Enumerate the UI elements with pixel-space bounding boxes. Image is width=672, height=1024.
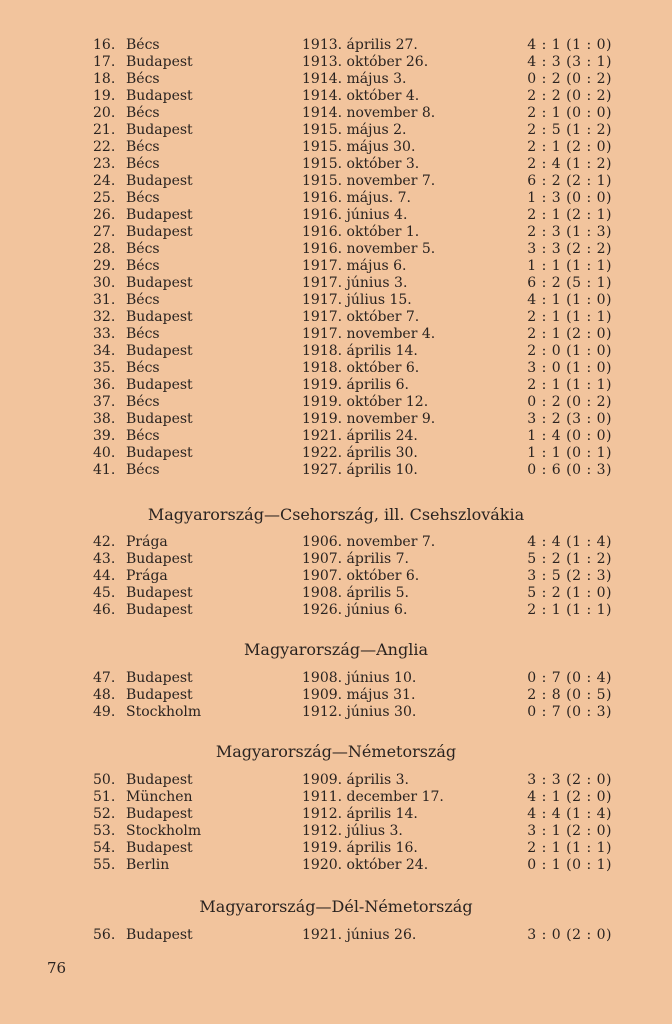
match-date: 1927. április 10. bbox=[302, 462, 418, 478]
match-city: Budapest bbox=[126, 343, 193, 359]
match-row bbox=[0, 343, 672, 360]
match-row bbox=[0, 772, 672, 789]
match-number: 45. bbox=[93, 585, 116, 601]
match-city: Budapest bbox=[126, 445, 193, 461]
match-date: 1919. november 9. bbox=[302, 411, 436, 427]
match-city: Budapest bbox=[126, 585, 193, 601]
match-number: 47. bbox=[93, 670, 116, 686]
match-date: 1926. június 6. bbox=[302, 602, 408, 618]
match-score: 3 : 1 (2 : 0) bbox=[527, 823, 612, 839]
match-city: Budapest bbox=[126, 411, 193, 427]
match-date: 1915. október 3. bbox=[302, 156, 420, 172]
match-city: Budapest bbox=[126, 602, 193, 618]
match-city: Bécs bbox=[126, 462, 160, 478]
match-date: 1908. április 5. bbox=[302, 585, 409, 601]
match-score: 0 : 2 (0 : 2) bbox=[527, 394, 612, 410]
match-city: Budapest bbox=[126, 840, 193, 856]
match-row bbox=[0, 806, 672, 823]
match-row bbox=[0, 602, 672, 619]
match-score: 2 : 1 (2 : 1) bbox=[527, 207, 612, 223]
match-city: Bécs bbox=[126, 105, 160, 121]
match-number: 22. bbox=[93, 139, 116, 155]
match-row bbox=[0, 173, 672, 190]
match-row bbox=[0, 275, 672, 292]
match-number: 23. bbox=[93, 156, 116, 172]
match-score: 3 : 2 (3 : 0) bbox=[527, 411, 612, 427]
match-row bbox=[0, 428, 672, 445]
match-date: 1916. május. 7. bbox=[302, 190, 411, 206]
match-row bbox=[0, 704, 672, 721]
match-city: Budapest bbox=[126, 806, 193, 822]
match-row bbox=[0, 377, 672, 394]
match-number: 19. bbox=[93, 88, 116, 104]
match-city: Budapest bbox=[126, 772, 193, 788]
match-row bbox=[0, 105, 672, 122]
section-heading: Magyarország—Dél-Németország bbox=[199, 897, 473, 916]
match-city: Budapest bbox=[126, 275, 193, 291]
match-score: 2 : 1 (2 : 0) bbox=[527, 139, 612, 155]
match-date: 1915. május 2. bbox=[302, 122, 407, 138]
match-score: 1 : 1 (1 : 1) bbox=[527, 258, 612, 274]
match-row bbox=[0, 190, 672, 207]
match-date: 1907. október 6. bbox=[302, 568, 420, 584]
match-date: 1916. június 4. bbox=[302, 207, 408, 223]
match-date: 1916. október 1. bbox=[302, 224, 420, 240]
match-date: 1922. április 30. bbox=[302, 445, 418, 461]
match-date: 1917. június 3. bbox=[302, 275, 408, 291]
match-date: 1917. november 4. bbox=[302, 326, 436, 342]
match-row bbox=[0, 411, 672, 428]
match-row bbox=[0, 224, 672, 241]
match-date: 1916. november 5. bbox=[302, 241, 436, 257]
match-score: 4 : 4 (1 : 4) bbox=[527, 534, 612, 550]
match-city: Budapest bbox=[126, 687, 193, 703]
match-date: 1921. április 24. bbox=[302, 428, 418, 444]
section-heading: Magyarország—Anglia bbox=[244, 640, 428, 659]
match-score: 4 : 3 (3 : 1) bbox=[527, 54, 612, 70]
match-number: 38. bbox=[93, 411, 116, 427]
match-date: 1913. október 26. bbox=[302, 54, 429, 70]
match-row bbox=[0, 37, 672, 54]
match-number: 32. bbox=[93, 309, 116, 325]
match-score: 3 : 0 (2 : 0) bbox=[527, 927, 612, 943]
match-city: Bécs bbox=[126, 37, 160, 53]
section-heading: Magyarország—Csehország, ill. Csehszlovákia bbox=[147, 505, 525, 524]
match-city: Bécs bbox=[126, 156, 160, 172]
match-number: 24. bbox=[93, 173, 116, 189]
match-number: 16. bbox=[93, 37, 116, 53]
match-score: 4 : 1 (2 : 0) bbox=[527, 789, 612, 805]
match-score: 3 : 3 (2 : 0) bbox=[527, 772, 612, 788]
match-city: Budapest bbox=[126, 551, 193, 567]
match-city: München bbox=[126, 789, 193, 805]
match-date: 1914. november 8. bbox=[302, 105, 436, 121]
match-number: 17. bbox=[93, 54, 116, 70]
match-date: 1919. október 12. bbox=[302, 394, 429, 410]
match-row bbox=[0, 534, 672, 551]
match-row bbox=[0, 585, 672, 602]
match-date: 1914. május 3. bbox=[302, 71, 407, 87]
match-city: Bécs bbox=[126, 394, 160, 410]
match-score: 2 : 5 (1 : 2) bbox=[527, 122, 612, 138]
match-row bbox=[0, 139, 672, 156]
match-date: 1912. június 30. bbox=[302, 704, 417, 720]
match-number: 34. bbox=[93, 343, 116, 359]
match-number: 30. bbox=[93, 275, 116, 291]
match-city: Prága bbox=[126, 534, 168, 550]
match-city: Bécs bbox=[126, 258, 160, 274]
match-number: 42. bbox=[93, 534, 116, 550]
match-row bbox=[0, 122, 672, 139]
match-score: 2 : 1 (1 : 1) bbox=[527, 840, 612, 856]
match-row bbox=[0, 789, 672, 806]
match-city: Stockholm bbox=[126, 823, 202, 839]
match-date: 1909. május 31. bbox=[302, 687, 416, 703]
match-row bbox=[0, 88, 672, 105]
match-number: 43. bbox=[93, 551, 116, 567]
match-row bbox=[0, 394, 672, 411]
match-score: 2 : 3 (1 : 3) bbox=[527, 224, 612, 240]
match-score: 1 : 3 (0 : 0) bbox=[527, 190, 612, 206]
match-number: 25. bbox=[93, 190, 116, 206]
match-number: 26. bbox=[93, 207, 116, 223]
match-city: Budapest bbox=[126, 309, 193, 325]
match-city: Bécs bbox=[126, 139, 160, 155]
match-number: 18. bbox=[93, 71, 116, 87]
match-row bbox=[0, 71, 672, 88]
match-city: Budapest bbox=[126, 927, 193, 943]
match-date: 1912. július 3. bbox=[302, 823, 403, 839]
match-score: 4 : 1 (1 : 0) bbox=[527, 292, 612, 308]
match-row bbox=[0, 551, 672, 568]
match-number: 55. bbox=[93, 857, 116, 873]
match-city: Budapest bbox=[126, 122, 193, 138]
match-row bbox=[0, 823, 672, 840]
match-score: 2 : 1 (1 : 1) bbox=[527, 309, 612, 325]
match-row bbox=[0, 927, 672, 944]
match-date: 1909. április 3. bbox=[302, 772, 409, 788]
match-city: Bécs bbox=[126, 326, 160, 342]
match-city: Bécs bbox=[126, 241, 160, 257]
match-number: 27. bbox=[93, 224, 116, 240]
match-city: Bécs bbox=[126, 292, 160, 308]
match-date: 1914. október 4. bbox=[302, 88, 420, 104]
match-score: 0 : 2 (0 : 2) bbox=[527, 71, 612, 87]
match-number: 49. bbox=[93, 704, 116, 720]
match-score: 2 : 8 (0 : 5) bbox=[527, 687, 612, 703]
match-row bbox=[0, 445, 672, 462]
match-row bbox=[0, 54, 672, 71]
match-city: Bécs bbox=[126, 71, 160, 87]
match-row bbox=[0, 207, 672, 224]
match-city: Budapest bbox=[126, 173, 193, 189]
match-date: 1921. június 26. bbox=[302, 927, 417, 943]
match-row bbox=[0, 462, 672, 479]
match-number: 52. bbox=[93, 806, 116, 822]
match-number: 50. bbox=[93, 772, 116, 788]
match-city: Budapest bbox=[126, 377, 193, 393]
match-number: 28. bbox=[93, 241, 116, 257]
match-city: Budapest bbox=[126, 224, 193, 240]
match-row bbox=[0, 241, 672, 258]
match-score: 2 : 1 (0 : 0) bbox=[527, 105, 612, 121]
match-score: 0 : 1 (0 : 1) bbox=[527, 857, 612, 873]
match-number: 35. bbox=[93, 360, 116, 376]
match-date: 1908. június 10. bbox=[302, 670, 417, 686]
match-date: 1913. április 27. bbox=[302, 37, 418, 53]
match-number: 48. bbox=[93, 687, 116, 703]
match-row bbox=[0, 670, 672, 687]
page-number: 76 bbox=[47, 959, 67, 977]
match-city: Bécs bbox=[126, 190, 160, 206]
match-city: Budapest bbox=[126, 88, 193, 104]
match-number: 39. bbox=[93, 428, 116, 444]
match-score: 4 : 4 (1 : 4) bbox=[527, 806, 612, 822]
match-score: 6 : 2 (5 : 1) bbox=[527, 275, 612, 291]
match-date: 1915. május 30. bbox=[302, 139, 416, 155]
match-score: 3 : 0 (1 : 0) bbox=[527, 360, 612, 376]
match-score: 1 : 1 (0 : 1) bbox=[527, 445, 612, 461]
match-score: 0 : 7 (0 : 3) bbox=[527, 704, 612, 720]
match-score: 6 : 2 (2 : 1) bbox=[527, 173, 612, 189]
match-row bbox=[0, 857, 672, 874]
match-date: 1918. április 14. bbox=[302, 343, 418, 359]
match-number: 46. bbox=[93, 602, 116, 618]
match-number: 53. bbox=[93, 823, 116, 839]
match-number: 20. bbox=[93, 105, 116, 121]
match-score: 3 : 5 (2 : 3) bbox=[527, 568, 612, 584]
match-city: Bécs bbox=[126, 360, 160, 376]
match-row bbox=[0, 156, 672, 173]
match-date: 1911. december 17. bbox=[302, 789, 444, 805]
match-number: 31. bbox=[93, 292, 116, 308]
match-score: 2 : 4 (1 : 2) bbox=[527, 156, 612, 172]
match-score: 5 : 2 (1 : 0) bbox=[527, 585, 612, 601]
match-row bbox=[0, 360, 672, 377]
match-number: 36. bbox=[93, 377, 116, 393]
match-score: 0 : 6 (0 : 3) bbox=[527, 462, 612, 478]
match-row bbox=[0, 292, 672, 309]
match-score: 1 : 4 (0 : 0) bbox=[527, 428, 612, 444]
match-date: 1907. április 7. bbox=[302, 551, 409, 567]
match-date: 1919. április 16. bbox=[302, 840, 418, 856]
match-date: 1912. április 14. bbox=[302, 806, 418, 822]
match-row bbox=[0, 568, 672, 585]
match-score: 4 : 1 (1 : 0) bbox=[527, 37, 612, 53]
match-city: Budapest bbox=[126, 54, 193, 70]
match-score: 3 : 3 (2 : 2) bbox=[527, 241, 612, 257]
match-score: 0 : 7 (0 : 4) bbox=[527, 670, 612, 686]
match-date: 1915. november 7. bbox=[302, 173, 436, 189]
match-city: Stockholm bbox=[126, 704, 202, 720]
match-city: Berlin bbox=[126, 857, 170, 873]
match-score: 5 : 2 (1 : 2) bbox=[527, 551, 612, 567]
match-number: 54. bbox=[93, 840, 116, 856]
match-date: 1906. november 7. bbox=[302, 534, 436, 550]
match-city: Bécs bbox=[126, 428, 160, 444]
match-date: 1917. május 6. bbox=[302, 258, 407, 274]
match-date: 1918. október 6. bbox=[302, 360, 420, 376]
match-city: Budapest bbox=[126, 207, 193, 223]
match-date: 1920. október 24. bbox=[302, 857, 429, 873]
match-row bbox=[0, 326, 672, 343]
match-city: Budapest bbox=[126, 670, 193, 686]
match-number: 33. bbox=[93, 326, 116, 342]
match-number: 51. bbox=[93, 789, 116, 805]
match-date: 1917. október 7. bbox=[302, 309, 420, 325]
match-score: 2 : 1 (2 : 0) bbox=[527, 326, 612, 342]
match-score: 2 : 1 (1 : 1) bbox=[527, 377, 612, 393]
match-score: 2 : 0 (1 : 0) bbox=[527, 343, 612, 359]
section-heading: Magyarország—Németország bbox=[215, 742, 457, 761]
match-score: 2 : 1 (1 : 1) bbox=[527, 602, 612, 618]
match-score: 2 : 2 (0 : 2) bbox=[527, 88, 612, 104]
match-row bbox=[0, 840, 672, 857]
match-city: Prága bbox=[126, 568, 168, 584]
match-row bbox=[0, 309, 672, 326]
match-row bbox=[0, 258, 672, 275]
match-number: 44. bbox=[93, 568, 116, 584]
match-number: 41. bbox=[93, 462, 116, 478]
match-date: 1917. július 15. bbox=[302, 292, 412, 308]
match-number: 29. bbox=[93, 258, 116, 274]
match-date: 1919. április 6. bbox=[302, 377, 409, 393]
match-row bbox=[0, 687, 672, 704]
match-number: 56. bbox=[93, 927, 116, 943]
match-number: 40. bbox=[93, 445, 116, 461]
match-number: 21. bbox=[93, 122, 116, 138]
match-number: 37. bbox=[93, 394, 116, 410]
